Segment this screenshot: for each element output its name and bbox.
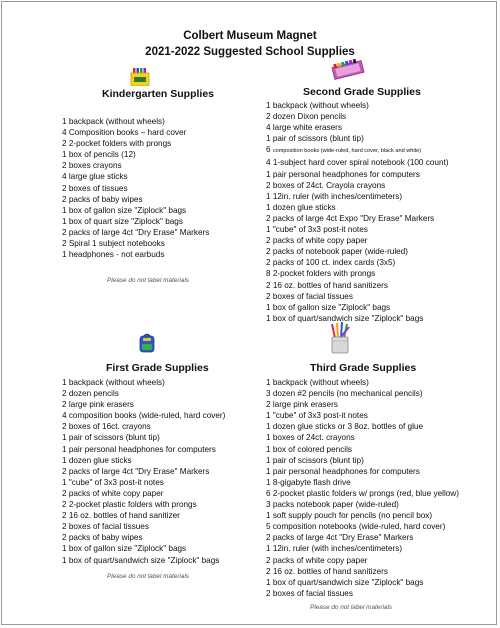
list-item: 2 packs of baby wipes [62,533,143,543]
list-item: 2 16 oz. bottles of hand sanitizer [62,511,180,521]
list-item: 2 boxes of tissues [62,183,128,193]
list-item: 2 2-pocket folders with prongs [62,139,172,149]
list-item: 1 box of colored pencils [266,444,353,454]
list-item: 3 dozen #2 pencils (no mechanical pencils) [266,389,423,399]
list-item: 1 box of gallon size "Ziplock" bags [266,302,391,312]
list-item: 2 16 oz. bottles of hand sanitizers [266,280,388,290]
list-item: 1 pair personal headphones for computers [266,466,420,476]
list-item: 1 pair personal headphones for computers [62,444,216,454]
list-item: 6 composition books (wide-ruled, hard cover, black and white) [266,145,422,155]
first-grade-list [62,377,225,566]
list-item: 1 dozen glue sticks [62,455,132,465]
list-item: 1 pair of scissors (blunt tip) [266,455,364,465]
list-item: 2 packs of white copy paper [266,236,368,246]
list-item: 6 2-pocket plastic folders w/ prongs (red, blue yellow) [266,488,459,498]
list-item: 2 large pink erasers [266,400,338,410]
list-item: 1 box of quart/sandwich size "Ziplock" bags [266,577,424,587]
list-item: 5 composition notebooks (wide-ruled, hard cover) [266,522,446,532]
kindergarten-section [62,88,214,260]
list-item: 1 "cube" of 3x3 post-it notes [62,477,164,487]
second-grade-title: Second Grade Supplies [303,86,421,98]
list-item: 1 pair of scissors (blunt tip) [62,433,160,443]
list-item: 2 dozen pencils [62,389,119,399]
list-item: 1 8-gigabyte flash drive [266,477,351,487]
list-item: 1 box of quart/sandwich size "Ziplock" bags [62,555,220,565]
document-title: 2021-2022 Suggested School Supplies [145,46,355,58]
crayon-box-icon [130,68,150,86]
list-item: 1 backpack (without wheels) [62,117,165,126]
second-grade-section [266,86,449,324]
list-item: 1 box of pencils (12) [62,150,136,160]
list-item: 1 backpack (without wheels) [266,378,369,387]
list-item: 2 packs of large 4ct "Dry Erase" Markers [62,466,210,476]
list-item: 2 packs of notebook paper (wide-ruled) [266,247,408,257]
list-item: 3 packs notebook paper (wide-ruled) [266,500,399,510]
list-item: 2 boxes crayons [62,161,122,171]
list-item: 1 pair of scissors (blunt tip) [266,134,364,144]
list-item: 2 packs of white copy paper [266,555,368,565]
third-grade-title: Third Grade Supplies [310,362,417,374]
crayon-pack-icon [331,59,365,81]
list-item: 2 packs of baby wipes [62,194,143,204]
school-name: Colbert Museum Magnet [183,30,317,42]
kindergarten-note: Please do not label materials [107,277,190,284]
first-grade-section [62,362,225,566]
pencil-cup-icon [329,322,351,354]
list-item: 1 box of quart size "Ziplock" bags [62,216,183,226]
list-item: 2 packs of large 4ct "Dry Erase" Markers [62,227,210,237]
list-item: 1 12in. ruler (with inches/centimeters) [266,544,403,554]
list-item: 2 packs of large 4ct "Dry Erase" Markers [266,533,414,543]
first-grade-title: First Grade Supplies [106,362,209,374]
list-item: 1 backpack (without wheels) [266,101,369,110]
list-item: 1 backpack (without wheels) [62,378,165,387]
third-grade-section [266,362,459,599]
third-grade-note: Please do not label materials [310,604,393,611]
list-item: 2 boxes of 16ct. crayons [62,422,151,432]
kindergarten-title: Kindergarten Supplies [102,88,215,100]
list-item: 2 boxes of 24ct. Crayola crayons [266,180,386,190]
list-item: 2 dozen Dixon pencils [266,112,347,122]
list-item: 1 "cube" of 3x3 post-it notes [266,225,368,235]
list-item: 4 large white erasers [266,123,342,133]
list-item: 2 Spiral 1 subject notebooks [62,239,165,249]
list-item: 4 1-subject hard cover spiral notebook (100 count) [266,158,449,168]
kindergarten-list [62,116,214,260]
list-item: 4 composition books (wide-ruled, hard cover) [62,411,226,421]
list-item: 1 box of quart/sandwich size "Ziplock" bags [266,313,424,323]
list-item: 1 headphones - not earbuds [62,250,165,260]
list-item: 2 2-pocket plastic folders with prongs [62,500,197,510]
list-item: 2 large pink erasers [62,400,134,410]
first-grade-note: Please do not label materials [107,573,190,580]
list-item: 2 packs of 100 ct. index cards (3x5) [266,258,396,268]
list-item: 1 "cube" of 3x3 post-it notes [266,411,368,421]
list-item: 1 dozen glue sticks or 3 8oz. bottles of glue [266,422,424,432]
second-grade-list [266,100,449,324]
list-item: 1 box of gallon size "Ziplock" bags [62,544,187,554]
third-grade-list [266,377,459,599]
list-item: 2 packs of white copy paper [62,488,164,498]
list-item: 1 box of gallon size "Ziplock" bags [62,205,187,215]
list-item: 1 dozen glue sticks [266,202,336,212]
backpack-icon [138,333,156,353]
list-item: 8 2-pocket folders with prongs [266,269,376,279]
list-item: 2 boxes of facial tissues [266,291,353,301]
list-item: 2 boxes of facial tissues [62,522,149,532]
list-item: 2 packs of large 4ct Expo "Dry Erase" Markers [266,213,435,223]
list-item: 1 soft supply pouch for pencils (no pencil box) [266,511,433,521]
list-item: 1 boxes of 24ct. crayons [266,433,355,443]
list-item: 2 boxes of facial tissues [266,588,353,598]
list-item: 2 16 oz. bottles of hand sanitizers [266,566,388,576]
list-item: 4 large glue sticks [62,172,128,182]
list-item: 1 pair personal headphones for computers [266,169,420,179]
list-item: 4 Composition books – hard cover [62,128,187,138]
list-item: 1 12in. ruler (with inches/centimeters) [266,191,403,201]
